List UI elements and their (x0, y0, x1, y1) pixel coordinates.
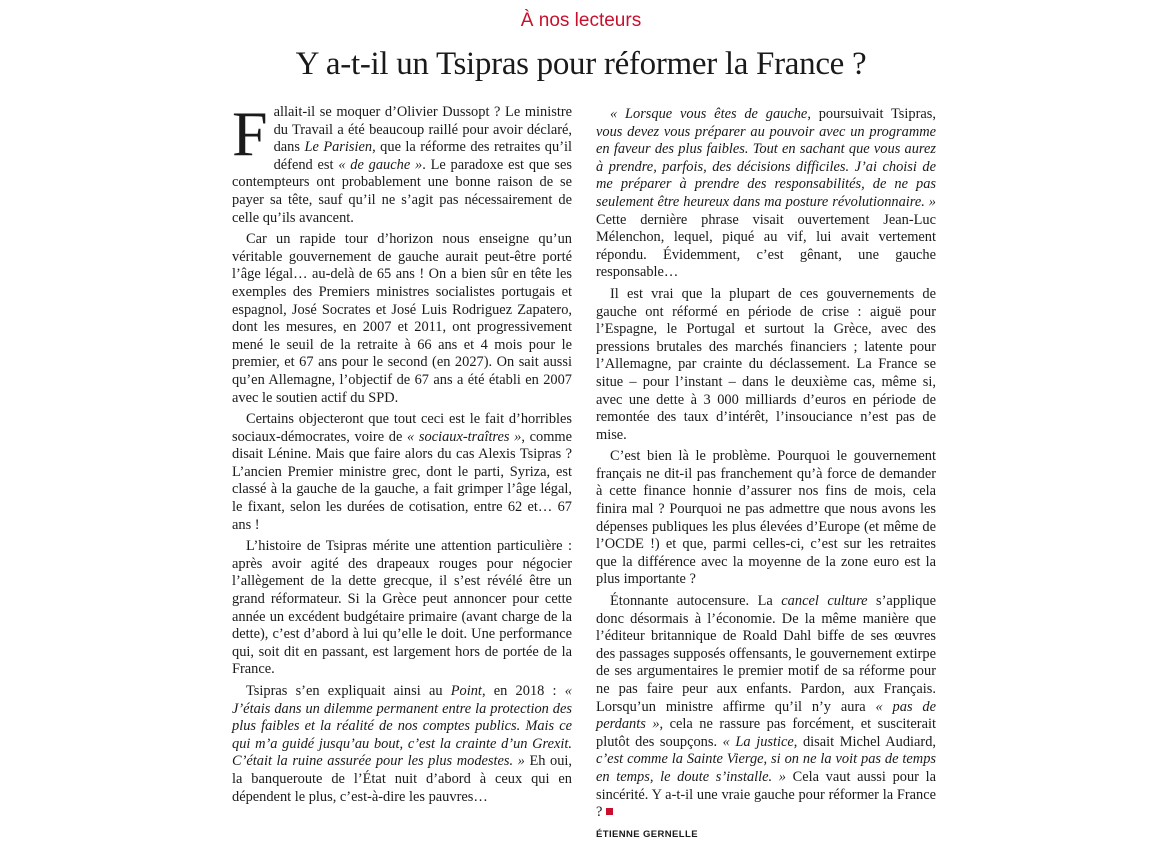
article-column-left (232, 98, 572, 810)
paragraph-8: C’est bien là le problème. Pourquoi le gouvernement français ne dit-il pas franchement qu’à force de demander à cette finance honnie d’assurer nos fins de mois, cela finira mal ? Pourquoi ne pas admettre que nous avons les dépenses publiques les plus élevées d’Europe (et même de l’OCDE !) et que, parmi celles-ci, c’est sur les retraites que la différence avec la moyenne de la zone euro est la plus importante ? (596, 448, 936, 588)
publication-name: Point (450, 683, 482, 699)
end-of-article-square-icon (606, 808, 613, 815)
text-run: , que la réforme des retraites qu’il défend est (273, 139, 572, 173)
paragraph-1 (232, 98, 572, 227)
paragraph-5 (232, 683, 572, 806)
text-run: Eh oui, la banqueroute de l’État nuit d’abord à ceux qui en dépendent le plus, c’est-à-dire les pauvres… (232, 753, 572, 805)
text-run: allait-il se moquer d’Olivier Dussopt ? Le ministre du Travail a été beaucoup raillé pour avoir déclaré, dans (273, 104, 572, 156)
quote: « pas de perdants » (596, 698, 936, 733)
text-run: Certains objecteront que tout ceci est le fait d’horribles sociaux-démocrates, voire de (232, 411, 572, 445)
paragraph-9 (596, 593, 936, 822)
text-run: . Le paradoxe est que ses contempteurs ont probablement une bonne raison de se payer sa tête, sauf qu’il ne s’agit pas nécessairement de celle qu’ils avancent. (232, 156, 572, 226)
text-run: , poursuivait Tsipras, (807, 106, 936, 122)
section-kicker: À nos lecteurs (520, 10, 642, 31)
text-run: , en 2018 : (481, 683, 565, 699)
text-run: Cette dernière phrase visait ouvertement Jean-Luc Mélenchon, lequel, piqué au vif, lui avait vertement répondu. Évidemment, c’est gênant, une gauche responsable… (596, 211, 936, 281)
quote: c’est comme la Sainte Vierge, si on ne la voit pas de temps en temps, le doute s’installe. » (596, 751, 936, 785)
author-signature: ÉTIENNE GERNELLE (596, 828, 698, 840)
text-run: , cela ne rassure pas forcément, et susciterait plutôt des soupçons. (596, 716, 936, 750)
text-run: Cela vaut aussi pour la sincérité. Y a-t-il une vraie gauche pour réformer la France ? (596, 768, 936, 821)
quote: « La justice (722, 733, 794, 750)
publication-name: Le Parisien (304, 139, 373, 156)
drop-cap: F (232, 98, 268, 169)
paragraph-3 (232, 411, 572, 534)
quote: « sociaux-traîtres » (407, 428, 522, 445)
text-run: s’applique donc désormais à l’économie. De la même manière que l’éditeur britannique de Roald Dahl biffe de ses œuvres des passages supposés offensants, le gouvernement extirpe de ses argumentaires le premier motif de sa réforme pour ne pas faire peur aux enfants. Pardon, aux Français. Lorsqu’un ministre affirme qu’il n’y aura (596, 593, 936, 715)
term: cancel culture (781, 593, 868, 610)
quote: vous devez vous préparer au pouvoir avec un programme en faveur des plus faibles. Tout en sachant que vous aurez à prendre, parfois, des décisions difficiles. J’ai choisi de me préparer à prendre des responsabilités, de ne pas seulement être heureux dans ma posture révolutionnaire. » (596, 123, 936, 210)
paragraph-6 (596, 106, 936, 282)
text-run: Tsipras s’en expliquait ainsi au (246, 683, 451, 699)
quote: « Lorsque vous êtes de gauche (610, 106, 808, 122)
paragraph-7: Il est vrai que la plupart de ces gouvernements de gauche ont réformé en période de crise : aiguë pour l’Espagne, le Portugal et surtout la Grèce, avec des pressions brutales des marchés financiers ; latente pour l’Allemagne, par crainte du déclassement. La France se situe – pour l’instant – dans le deuxième cas, même si, avec une dette à 3 000 milliards d’euros en période de remontée des taux d’intérêt, l’insouciance n’est pas de mise. (596, 285, 936, 443)
article-column-right (596, 106, 936, 843)
quote: « J’étais dans un dilemme permanent entre la protection des plus faibles et la réalité de nos comptes publics. Mais ce qui m’a guidé jusqu’au bout, c’est la crainte d’un Grexit. C’était la ruine assurée pour les plus modestes. » (232, 683, 572, 770)
paragraph-4: L’histoire de Tsipras mérite une attention particulière : après avoir agité des drapeaux rouges pour négocier l’allègement de la dette grecque, il s’est révélé être un grand réformateur. Si la Grèce peut annoncer pour cette année un excédent budgétaire primaire (avant charge de la dette), c’est d’abord à lui qu’elle le doit. Une performance qui, soit dit en passant, est largement hors de portée de la France. (232, 538, 572, 678)
quote: « de gauche » (338, 156, 423, 173)
article-title: Y a-t-il un Tsipras pour réformer la France ? (295, 46, 867, 82)
paragraph-2: Car un rapide tour d’horizon nous enseigne qu’un véritable gouvernement de gauche aurait peut-être porté l’âge légal… au-delà de 65 ans ! On a bien sûr en tête les exemples des Premiers ministres socialistes portugais et espagnol, José Socrates et José Luis Rodriguez Zapatero, dont les mesures, en 2007 et 2011, ont progressivement mené le seuil de la retraite à 66 ans et 4 mois pour le premier, et 67 ans pour le second (en 2027). On sait aussi qu’en Allemagne, l’objectif de 67 ans a été établi en 2007 avec le soutien actif du SPD. (232, 231, 572, 406)
text-run: , disait Michel Audiard, (793, 733, 937, 750)
text-run: Étonnante autocensure. La (610, 593, 782, 610)
text-run: , comme disait Lénine. Mais que faire alors du cas Alexis Tsipras ? L’ancien Premier ministre grec, dont le parti, Syriza, est classé à la gauche de la gauche, a fait grimper l’âge légal, le fixant, selon les durées de cotisation, entre 62 et… 67 ans ! (232, 428, 572, 533)
